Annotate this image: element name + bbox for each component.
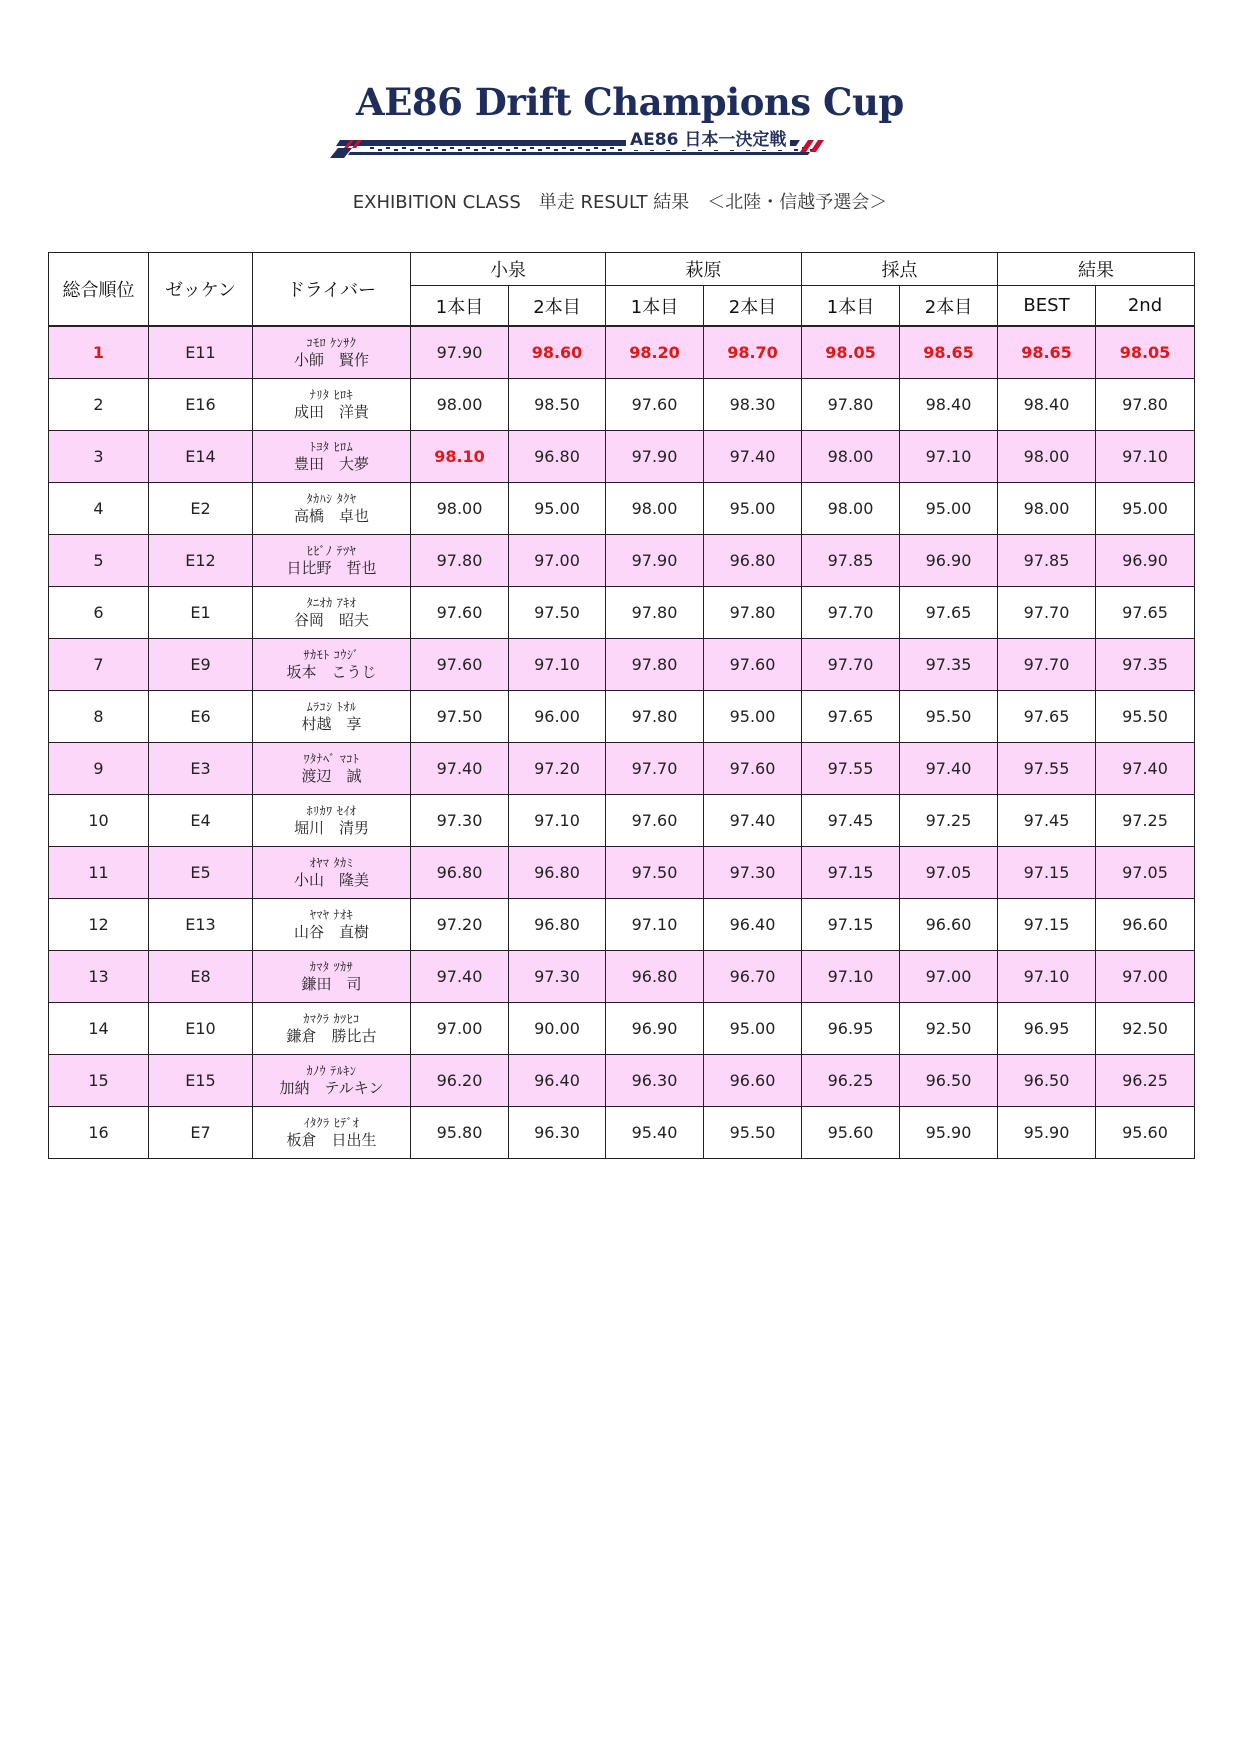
score-cell: 98.60 bbox=[509, 326, 606, 379]
score-cell: 96.30 bbox=[509, 1107, 606, 1159]
score-cell: 97.70 bbox=[606, 743, 704, 795]
table-row bbox=[49, 379, 1195, 431]
score-cell: 98.00 bbox=[802, 483, 900, 535]
score-cell: 97.10 bbox=[509, 639, 606, 691]
score-cell: 97.40 bbox=[411, 951, 509, 1003]
number-cell: E16 bbox=[149, 379, 253, 431]
score-cell: 97.85 bbox=[802, 535, 900, 587]
driver-cell bbox=[253, 326, 411, 379]
driver-kana: ｶﾏｸﾗ ｶﾂﾋｺ bbox=[303, 1012, 360, 1026]
number-cell: E6 bbox=[149, 691, 253, 743]
driver-kana: ﾔﾏﾔ ﾅｵｷ bbox=[309, 908, 354, 922]
score-cell: 97.90 bbox=[606, 535, 704, 587]
driver-kana: ｻｶﾓﾄ ｺｳｼﾞ bbox=[303, 648, 360, 662]
score-cell: 97.55 bbox=[998, 743, 1096, 795]
score-cell: 95.60 bbox=[1096, 1107, 1195, 1159]
driver-name: 豊田 大夢 bbox=[293, 455, 369, 473]
number-cell: E14 bbox=[149, 431, 253, 483]
score-cell: 97.40 bbox=[704, 795, 802, 847]
score-cell: 98.65 bbox=[900, 326, 998, 379]
number-cell: E2 bbox=[149, 483, 253, 535]
rank-cell: 15 bbox=[49, 1055, 149, 1107]
driver-name: 鎌田 司 bbox=[301, 975, 362, 993]
table-row bbox=[49, 1107, 1195, 1159]
score-cell: 97.90 bbox=[606, 431, 704, 483]
score-cell: 96.50 bbox=[998, 1055, 1096, 1107]
score-cell: 96.40 bbox=[704, 899, 802, 951]
score-cell: 97.80 bbox=[411, 535, 509, 587]
score-cell: 97.00 bbox=[411, 1003, 509, 1055]
score-cell: 98.00 bbox=[606, 483, 704, 535]
score-cell: 97.05 bbox=[1096, 847, 1195, 899]
driver-kana: ﾎﾘｶﾜ ｾｲｵ bbox=[306, 804, 357, 818]
score-cell: 96.40 bbox=[509, 1055, 606, 1107]
score-cell: 97.20 bbox=[411, 899, 509, 951]
score-cell: 98.40 bbox=[900, 379, 998, 431]
driver-kana: ﾀｶﾊｼ ﾀｸﾔ bbox=[306, 492, 357, 506]
rank-cell: 4 bbox=[49, 483, 149, 535]
number-cell: E11 bbox=[149, 326, 253, 379]
driver-kana: ｶﾏﾀ ﾂｶｻ bbox=[309, 960, 354, 974]
score-cell: 97.10 bbox=[606, 899, 704, 951]
score-cell: 98.05 bbox=[1096, 326, 1195, 379]
table-row bbox=[49, 795, 1195, 847]
score-cell: 96.80 bbox=[509, 431, 606, 483]
header-run2: 2本目 bbox=[704, 286, 802, 327]
score-cell: 96.80 bbox=[411, 847, 509, 899]
table-row bbox=[49, 1003, 1195, 1055]
score-cell: 92.50 bbox=[900, 1003, 998, 1055]
number-cell: E9 bbox=[149, 639, 253, 691]
score-cell: 98.40 bbox=[998, 379, 1096, 431]
driver-name: 板倉 日出生 bbox=[286, 1131, 377, 1149]
driver-kana: ﾜﾀﾅﾍﾞ ﾏｺﾄ bbox=[303, 752, 360, 766]
driver-kana: ﾀﾆｵｶ ｱｷｵ bbox=[306, 596, 357, 610]
event-logo bbox=[330, 80, 904, 160]
score-cell: 97.00 bbox=[1096, 951, 1195, 1003]
score-cell: 96.60 bbox=[704, 1055, 802, 1107]
driver-name: 山谷 直樹 bbox=[293, 923, 369, 941]
header-judge-koizumi: 小泉 bbox=[411, 253, 606, 286]
rank-cell: 3 bbox=[49, 431, 149, 483]
score-cell: 97.70 bbox=[998, 587, 1096, 639]
score-cell: 97.50 bbox=[606, 847, 704, 899]
score-cell: 97.70 bbox=[998, 639, 1096, 691]
score-cell: 98.70 bbox=[704, 326, 802, 379]
score-cell: 96.60 bbox=[900, 899, 998, 951]
driver-kana: ﾅﾘﾀ ﾋﾛｷ bbox=[309, 388, 354, 402]
driver-kana: ﾄﾖﾀ ﾋﾛﾑ bbox=[309, 440, 354, 454]
number-cell: E1 bbox=[149, 587, 253, 639]
driver-cell bbox=[253, 535, 411, 587]
score-cell: 95.50 bbox=[900, 691, 998, 743]
number-cell: E7 bbox=[149, 1107, 253, 1159]
score-cell: 97.60 bbox=[606, 795, 704, 847]
driver-cell bbox=[253, 899, 411, 951]
score-cell: 97.25 bbox=[1096, 795, 1195, 847]
score-cell: 97.15 bbox=[802, 899, 900, 951]
header-run2: 2本目 bbox=[900, 286, 998, 327]
driver-name: 成田 洋貴 bbox=[293, 403, 369, 421]
score-cell: 97.15 bbox=[998, 847, 1096, 899]
driver-cell bbox=[253, 483, 411, 535]
score-cell: 97.30 bbox=[509, 951, 606, 1003]
score-cell: 97.30 bbox=[411, 795, 509, 847]
score-cell: 97.65 bbox=[1096, 587, 1195, 639]
rank-cell: 5 bbox=[49, 535, 149, 587]
rank-cell: 6 bbox=[49, 587, 149, 639]
score-cell: 97.80 bbox=[606, 639, 704, 691]
rank-cell: 7 bbox=[49, 639, 149, 691]
score-cell: 97.80 bbox=[704, 587, 802, 639]
driver-name: 高橋 卓也 bbox=[293, 507, 369, 525]
score-cell: 95.90 bbox=[998, 1107, 1096, 1159]
table-row bbox=[49, 691, 1195, 743]
rank-cell: 2 bbox=[49, 379, 149, 431]
driver-cell bbox=[253, 691, 411, 743]
score-cell: 97.15 bbox=[802, 847, 900, 899]
driver-name: 小師 賢作 bbox=[293, 351, 369, 369]
logo-subtitle: AE86 日本一決定戦 bbox=[626, 125, 790, 150]
logo-title: AE86 Drift Champions Cup bbox=[356, 80, 904, 124]
score-cell: 96.00 bbox=[509, 691, 606, 743]
score-cell: 96.80 bbox=[509, 899, 606, 951]
score-cell: 96.20 bbox=[411, 1055, 509, 1107]
score-cell: 97.10 bbox=[509, 795, 606, 847]
score-cell: 98.30 bbox=[704, 379, 802, 431]
score-cell: 97.65 bbox=[802, 691, 900, 743]
score-cell: 97.10 bbox=[900, 431, 998, 483]
score-cell: 96.90 bbox=[900, 535, 998, 587]
score-cell: 97.65 bbox=[998, 691, 1096, 743]
driver-cell bbox=[253, 951, 411, 1003]
rank-cell: 14 bbox=[49, 1003, 149, 1055]
score-cell: 97.60 bbox=[411, 639, 509, 691]
table-row bbox=[49, 951, 1195, 1003]
table-row bbox=[49, 483, 1195, 535]
score-cell: 98.10 bbox=[411, 431, 509, 483]
table-row bbox=[49, 639, 1195, 691]
score-cell: 97.40 bbox=[704, 431, 802, 483]
score-cell: 95.00 bbox=[704, 691, 802, 743]
driver-name: 小山 隆美 bbox=[293, 871, 369, 889]
score-cell: 97.60 bbox=[606, 379, 704, 431]
rank-cell: 11 bbox=[49, 847, 149, 899]
driver-cell bbox=[253, 1055, 411, 1107]
number-cell: E3 bbox=[149, 743, 253, 795]
table-row bbox=[49, 847, 1195, 899]
number-cell: E4 bbox=[149, 795, 253, 847]
driver-name: 加納 テルキン bbox=[279, 1079, 384, 1097]
score-cell: 97.30 bbox=[704, 847, 802, 899]
score-cell: 97.65 bbox=[900, 587, 998, 639]
header-number: ゼッケン bbox=[149, 253, 253, 327]
score-cell: 95.00 bbox=[509, 483, 606, 535]
driver-cell bbox=[253, 795, 411, 847]
score-cell: 96.25 bbox=[1096, 1055, 1195, 1107]
header-best: BEST bbox=[998, 286, 1096, 327]
table-row bbox=[49, 899, 1195, 951]
score-cell: 97.00 bbox=[509, 535, 606, 587]
header-rank: 総合順位 bbox=[49, 253, 149, 327]
driver-cell bbox=[253, 743, 411, 795]
score-cell: 96.90 bbox=[1096, 535, 1195, 587]
score-cell: 95.50 bbox=[704, 1107, 802, 1159]
score-cell: 97.80 bbox=[606, 691, 704, 743]
score-cell: 97.10 bbox=[1096, 431, 1195, 483]
header-run1: 1本目 bbox=[606, 286, 704, 327]
driver-name: 坂本 こうじ bbox=[286, 663, 377, 681]
score-cell: 96.50 bbox=[900, 1055, 998, 1107]
rank-cell: 9 bbox=[49, 743, 149, 795]
score-cell: 97.50 bbox=[509, 587, 606, 639]
score-cell: 97.40 bbox=[411, 743, 509, 795]
score-cell: 92.50 bbox=[1096, 1003, 1195, 1055]
score-cell: 98.05 bbox=[802, 326, 900, 379]
score-cell: 95.00 bbox=[1096, 483, 1195, 535]
driver-name: 谷岡 昭夫 bbox=[293, 611, 369, 629]
score-cell: 95.90 bbox=[900, 1107, 998, 1159]
number-cell: E5 bbox=[149, 847, 253, 899]
score-cell: 97.85 bbox=[998, 535, 1096, 587]
score-cell: 97.70 bbox=[802, 587, 900, 639]
score-cell: 97.35 bbox=[1096, 639, 1195, 691]
rank-cell: 1 bbox=[49, 326, 149, 379]
header-run2: 2本目 bbox=[509, 286, 606, 327]
score-cell: 98.65 bbox=[998, 326, 1096, 379]
driver-kana: ﾑﾗｺｼ ﾄｵﾙ bbox=[306, 700, 357, 714]
header-judge-hagiwara: 萩原 bbox=[606, 253, 802, 286]
driver-kana: ｶﾉｳ ﾃﾙｷﾝ bbox=[306, 1064, 357, 1078]
table-row bbox=[49, 1055, 1195, 1107]
table-row bbox=[49, 326, 1195, 379]
driver-kana: ｲﾀｸﾗ ﾋﾃﾞｵ bbox=[303, 1116, 360, 1130]
header-score: 採点 bbox=[802, 253, 998, 286]
score-cell: 97.50 bbox=[411, 691, 509, 743]
score-cell: 97.10 bbox=[998, 951, 1096, 1003]
score-cell: 97.35 bbox=[900, 639, 998, 691]
score-cell: 98.00 bbox=[411, 379, 509, 431]
score-cell: 97.00 bbox=[900, 951, 998, 1003]
score-cell: 97.80 bbox=[802, 379, 900, 431]
score-cell: 95.00 bbox=[704, 483, 802, 535]
score-cell: 97.40 bbox=[900, 743, 998, 795]
score-cell: 95.40 bbox=[606, 1107, 704, 1159]
header-result: 結果 bbox=[998, 253, 1195, 286]
header-run1: 1本目 bbox=[802, 286, 900, 327]
score-cell: 96.70 bbox=[704, 951, 802, 1003]
number-cell: E15 bbox=[149, 1055, 253, 1107]
rank-cell: 12 bbox=[49, 899, 149, 951]
driver-name: 村越 享 bbox=[301, 715, 362, 733]
score-cell: 96.80 bbox=[606, 951, 704, 1003]
score-cell: 97.80 bbox=[1096, 379, 1195, 431]
score-cell: 97.45 bbox=[802, 795, 900, 847]
score-cell: 97.05 bbox=[900, 847, 998, 899]
score-cell: 97.20 bbox=[509, 743, 606, 795]
driver-cell bbox=[253, 639, 411, 691]
driver-kana: ｵﾔﾏ ﾀｶﾐ bbox=[309, 856, 354, 870]
score-cell: 97.60 bbox=[704, 743, 802, 795]
driver-cell bbox=[253, 1107, 411, 1159]
score-cell: 97.80 bbox=[606, 587, 704, 639]
score-cell: 97.40 bbox=[1096, 743, 1195, 795]
score-cell: 97.90 bbox=[411, 326, 509, 379]
score-cell: 96.25 bbox=[802, 1055, 900, 1107]
score-cell: 97.60 bbox=[411, 587, 509, 639]
table-row bbox=[49, 535, 1195, 587]
number-cell: E12 bbox=[149, 535, 253, 587]
score-cell: 96.30 bbox=[606, 1055, 704, 1107]
score-cell: 98.00 bbox=[998, 483, 1096, 535]
page-subtitle: EXHIBITION CLASS 単走 RESULT 結果 ＜北陸・信越予選会＞ bbox=[352, 192, 888, 213]
score-cell: 97.70 bbox=[802, 639, 900, 691]
score-cell: 97.15 bbox=[998, 899, 1096, 951]
score-cell: 96.95 bbox=[802, 1003, 900, 1055]
driver-kana: ﾋﾋﾞﾉ ﾃﾂﾔ bbox=[306, 544, 357, 558]
score-cell: 96.80 bbox=[509, 847, 606, 899]
header-second: 2nd bbox=[1096, 286, 1195, 327]
driver-kana: ｺﾓﾛ ｹﾝｻｸ bbox=[306, 336, 357, 350]
driver-cell bbox=[253, 379, 411, 431]
header-run1: 1本目 bbox=[411, 286, 509, 327]
driver-name: 渡辺 誠 bbox=[301, 767, 362, 785]
score-cell: 98.00 bbox=[998, 431, 1096, 483]
table-row bbox=[49, 743, 1195, 795]
rank-cell: 8 bbox=[49, 691, 149, 743]
number-cell: E10 bbox=[149, 1003, 253, 1055]
driver-name: 日比野 哲也 bbox=[286, 559, 377, 577]
driver-cell bbox=[253, 431, 411, 483]
rank-cell: 10 bbox=[49, 795, 149, 847]
number-cell: E13 bbox=[149, 899, 253, 951]
score-cell: 98.20 bbox=[606, 326, 704, 379]
score-cell: 96.60 bbox=[1096, 899, 1195, 951]
driver-cell bbox=[253, 587, 411, 639]
score-cell: 95.00 bbox=[704, 1003, 802, 1055]
score-cell: 97.45 bbox=[998, 795, 1096, 847]
score-cell: 95.00 bbox=[900, 483, 998, 535]
score-cell: 95.60 bbox=[802, 1107, 900, 1159]
score-cell: 98.00 bbox=[411, 483, 509, 535]
driver-name: 堀川 清男 bbox=[293, 819, 369, 837]
driver-cell bbox=[253, 847, 411, 899]
rank-cell: 16 bbox=[49, 1107, 149, 1159]
header-driver: ドライバー bbox=[253, 253, 411, 327]
score-cell: 98.50 bbox=[509, 379, 606, 431]
score-cell: 97.10 bbox=[802, 951, 900, 1003]
score-cell: 96.90 bbox=[606, 1003, 704, 1055]
number-cell: E8 bbox=[149, 951, 253, 1003]
score-cell: 97.55 bbox=[802, 743, 900, 795]
results-table bbox=[48, 252, 1195, 1159]
score-cell: 98.00 bbox=[802, 431, 900, 483]
score-cell: 96.80 bbox=[704, 535, 802, 587]
rank-cell: 13 bbox=[49, 951, 149, 1003]
score-cell: 95.80 bbox=[411, 1107, 509, 1159]
score-cell: 97.60 bbox=[704, 639, 802, 691]
score-cell: 96.95 bbox=[998, 1003, 1096, 1055]
score-cell: 90.00 bbox=[509, 1003, 606, 1055]
table-row bbox=[49, 587, 1195, 639]
score-cell: 97.25 bbox=[900, 795, 998, 847]
table-row bbox=[49, 431, 1195, 483]
score-cell: 95.50 bbox=[1096, 691, 1195, 743]
driver-cell bbox=[253, 1003, 411, 1055]
driver-name: 鎌倉 勝比古 bbox=[286, 1027, 377, 1045]
